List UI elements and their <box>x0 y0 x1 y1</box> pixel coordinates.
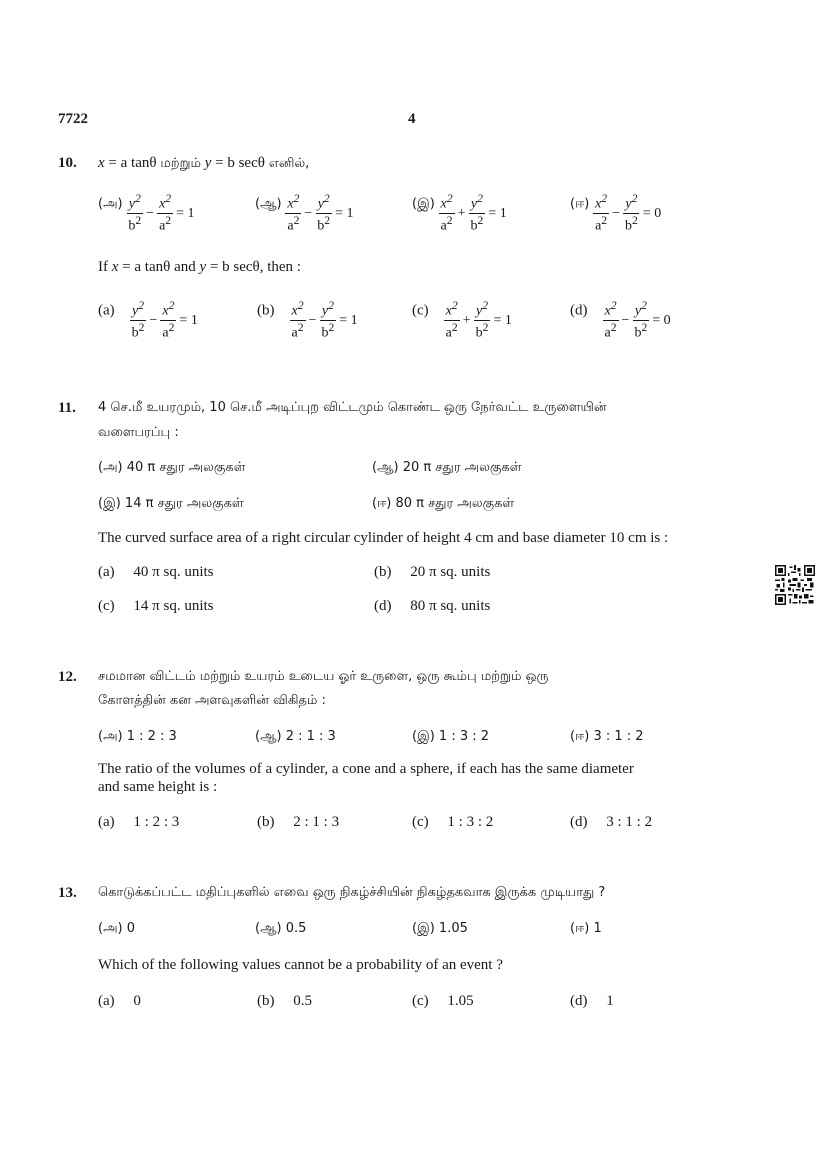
option-english-a: (a) 1 : 2 : 3 <box>98 814 180 830</box>
question-number: 12. <box>58 669 77 685</box>
option-tamil-d: (ஈ) $\frac{x^2}{a^2}$ − $\frac{y^2}{b^2}$ = 0 <box>570 192 662 234</box>
option-english-d: (d) 1 <box>570 993 614 1009</box>
option-english-c: (c) $\frac{x^2}{a^2}$ + $\frac{y^2}{b^2}$ = 1 <box>412 299 512 341</box>
option-tamil-d: (ஈ) 80 π சதுர அலகுகள் <box>372 496 515 511</box>
option-tamil-a: (அ) 1 : 2 : 3 <box>98 729 177 744</box>
option-tamil-b: (ஆ) 2 : 1 : 3 <box>255 729 336 744</box>
question-stem-english-cont: and same height is : <box>98 779 218 795</box>
option-tamil-b: (ஆ) 20 π சதுர அலகுகள் <box>372 460 522 475</box>
question-stem-english: Which of the following values cannot be a probability of an event ? <box>98 957 503 973</box>
question-number: 13. <box>58 885 77 901</box>
option-tamil-c: (இ) $\frac{x^2}{a^2}$ + $\frac{y^2}{b^2}$ = 1 <box>412 192 507 234</box>
option-tamil-a: (அ) 0 <box>98 921 135 936</box>
page-number: 4 <box>408 111 416 127</box>
option-tamil-c: (இ) 14 π சதுர அலகுகள் <box>98 496 244 511</box>
question-stem-tamil: கொடுக்கப்பட்ட மதிப்புகளில் எவை ஒரு நிகழ்ச்சியின் நிகழ்தகவாக இருக்க முடியாது ? <box>98 885 606 900</box>
exam-code: 7722 <box>58 111 88 127</box>
option-tamil-c: (இ) 1.05 <box>412 921 468 936</box>
option-english-a: (a) 40 π sq. units <box>98 564 214 580</box>
qr-code-icon <box>775 565 815 605</box>
option-english-a: (a) $\frac{y^2}{b^2}$ − $\frac{x^2}{a^2}$ = 1 <box>98 299 198 341</box>
option-english-b: (b) 2 : 1 : 3 <box>257 814 340 830</box>
question-stem-tamil: x = a tanθ மற்றும் y = b secθ எனில், <box>98 155 310 171</box>
question-stem-tamil: 4 செ.மீ உயரமும், 10 செ.மீ அடிப்புற விட்டமும் கொண்ட ஒரு நேர்வட்ட உருளையின் <box>98 400 607 415</box>
option-tamil-a: (அ) $\frac{y^2}{b^2}$ − $\frac{x^2}{a^2}$ = 1 <box>98 192 195 234</box>
option-english-d: (d) 3 : 1 : 2 <box>570 814 653 830</box>
question-stem-tamil-cont: கோளத்தின் கன அளவுகளின் விகிதம் : <box>98 693 326 708</box>
option-english-b: (b) 20 π sq. units <box>374 564 491 580</box>
option-tamil-b: (ஆ) $\frac{x^2}{a^2}$ − $\frac{y^2}{b^2}$ = 1 <box>255 192 354 234</box>
option-tamil-d: (ஈ) 1 <box>570 921 602 936</box>
question-number: 11. <box>58 400 76 416</box>
question-stem-english: The ratio of the volumes of a cylinder, a cone and a sphere, if each has the same diameter <box>98 761 634 777</box>
question-stem-tamil: சமமான விட்டம் மற்றும் உயரம் உடைய ஓர் உருளை, ஒரு கூம்பு மற்றும் ஒரு <box>98 669 549 684</box>
question-stem-english: If x = a tanθ and y = b secθ, then : <box>98 259 301 275</box>
option-tamil-d: (ஈ) 3 : 1 : 2 <box>570 729 644 744</box>
option-tamil-a: (அ) 40 π சதுர அலகுகள் <box>98 460 246 475</box>
option-english-b: (b) 0.5 <box>257 993 312 1009</box>
option-english-c: (c) 1.05 <box>412 993 474 1009</box>
option-english-c: (c) 14 π sq. units <box>98 598 214 614</box>
question-stem-tamil-cont: வளைபரப்பு : <box>98 425 179 440</box>
question-stem-english: The curved surface area of a right circular cylinder of height 4 cm and base diameter 10 cm is : <box>98 530 669 546</box>
option-tamil-c: (இ) 1 : 3 : 2 <box>412 729 490 744</box>
question-number: 10. <box>58 155 77 171</box>
option-english-b: (b) $\frac{x^2}{a^2}$ − $\frac{y^2}{b^2}$ = 1 <box>257 299 358 341</box>
option-english-c: (c) 1 : 3 : 2 <box>412 814 494 830</box>
option-tamil-b: (ஆ) 0.5 <box>255 921 307 936</box>
option-english-d: (d) $\frac{x^2}{a^2}$ − $\frac{y^2}{b^2}$ = 0 <box>570 299 671 341</box>
option-english-d: (d) 80 π sq. units <box>374 598 491 614</box>
option-english-a: (a) 0 <box>98 993 141 1009</box>
